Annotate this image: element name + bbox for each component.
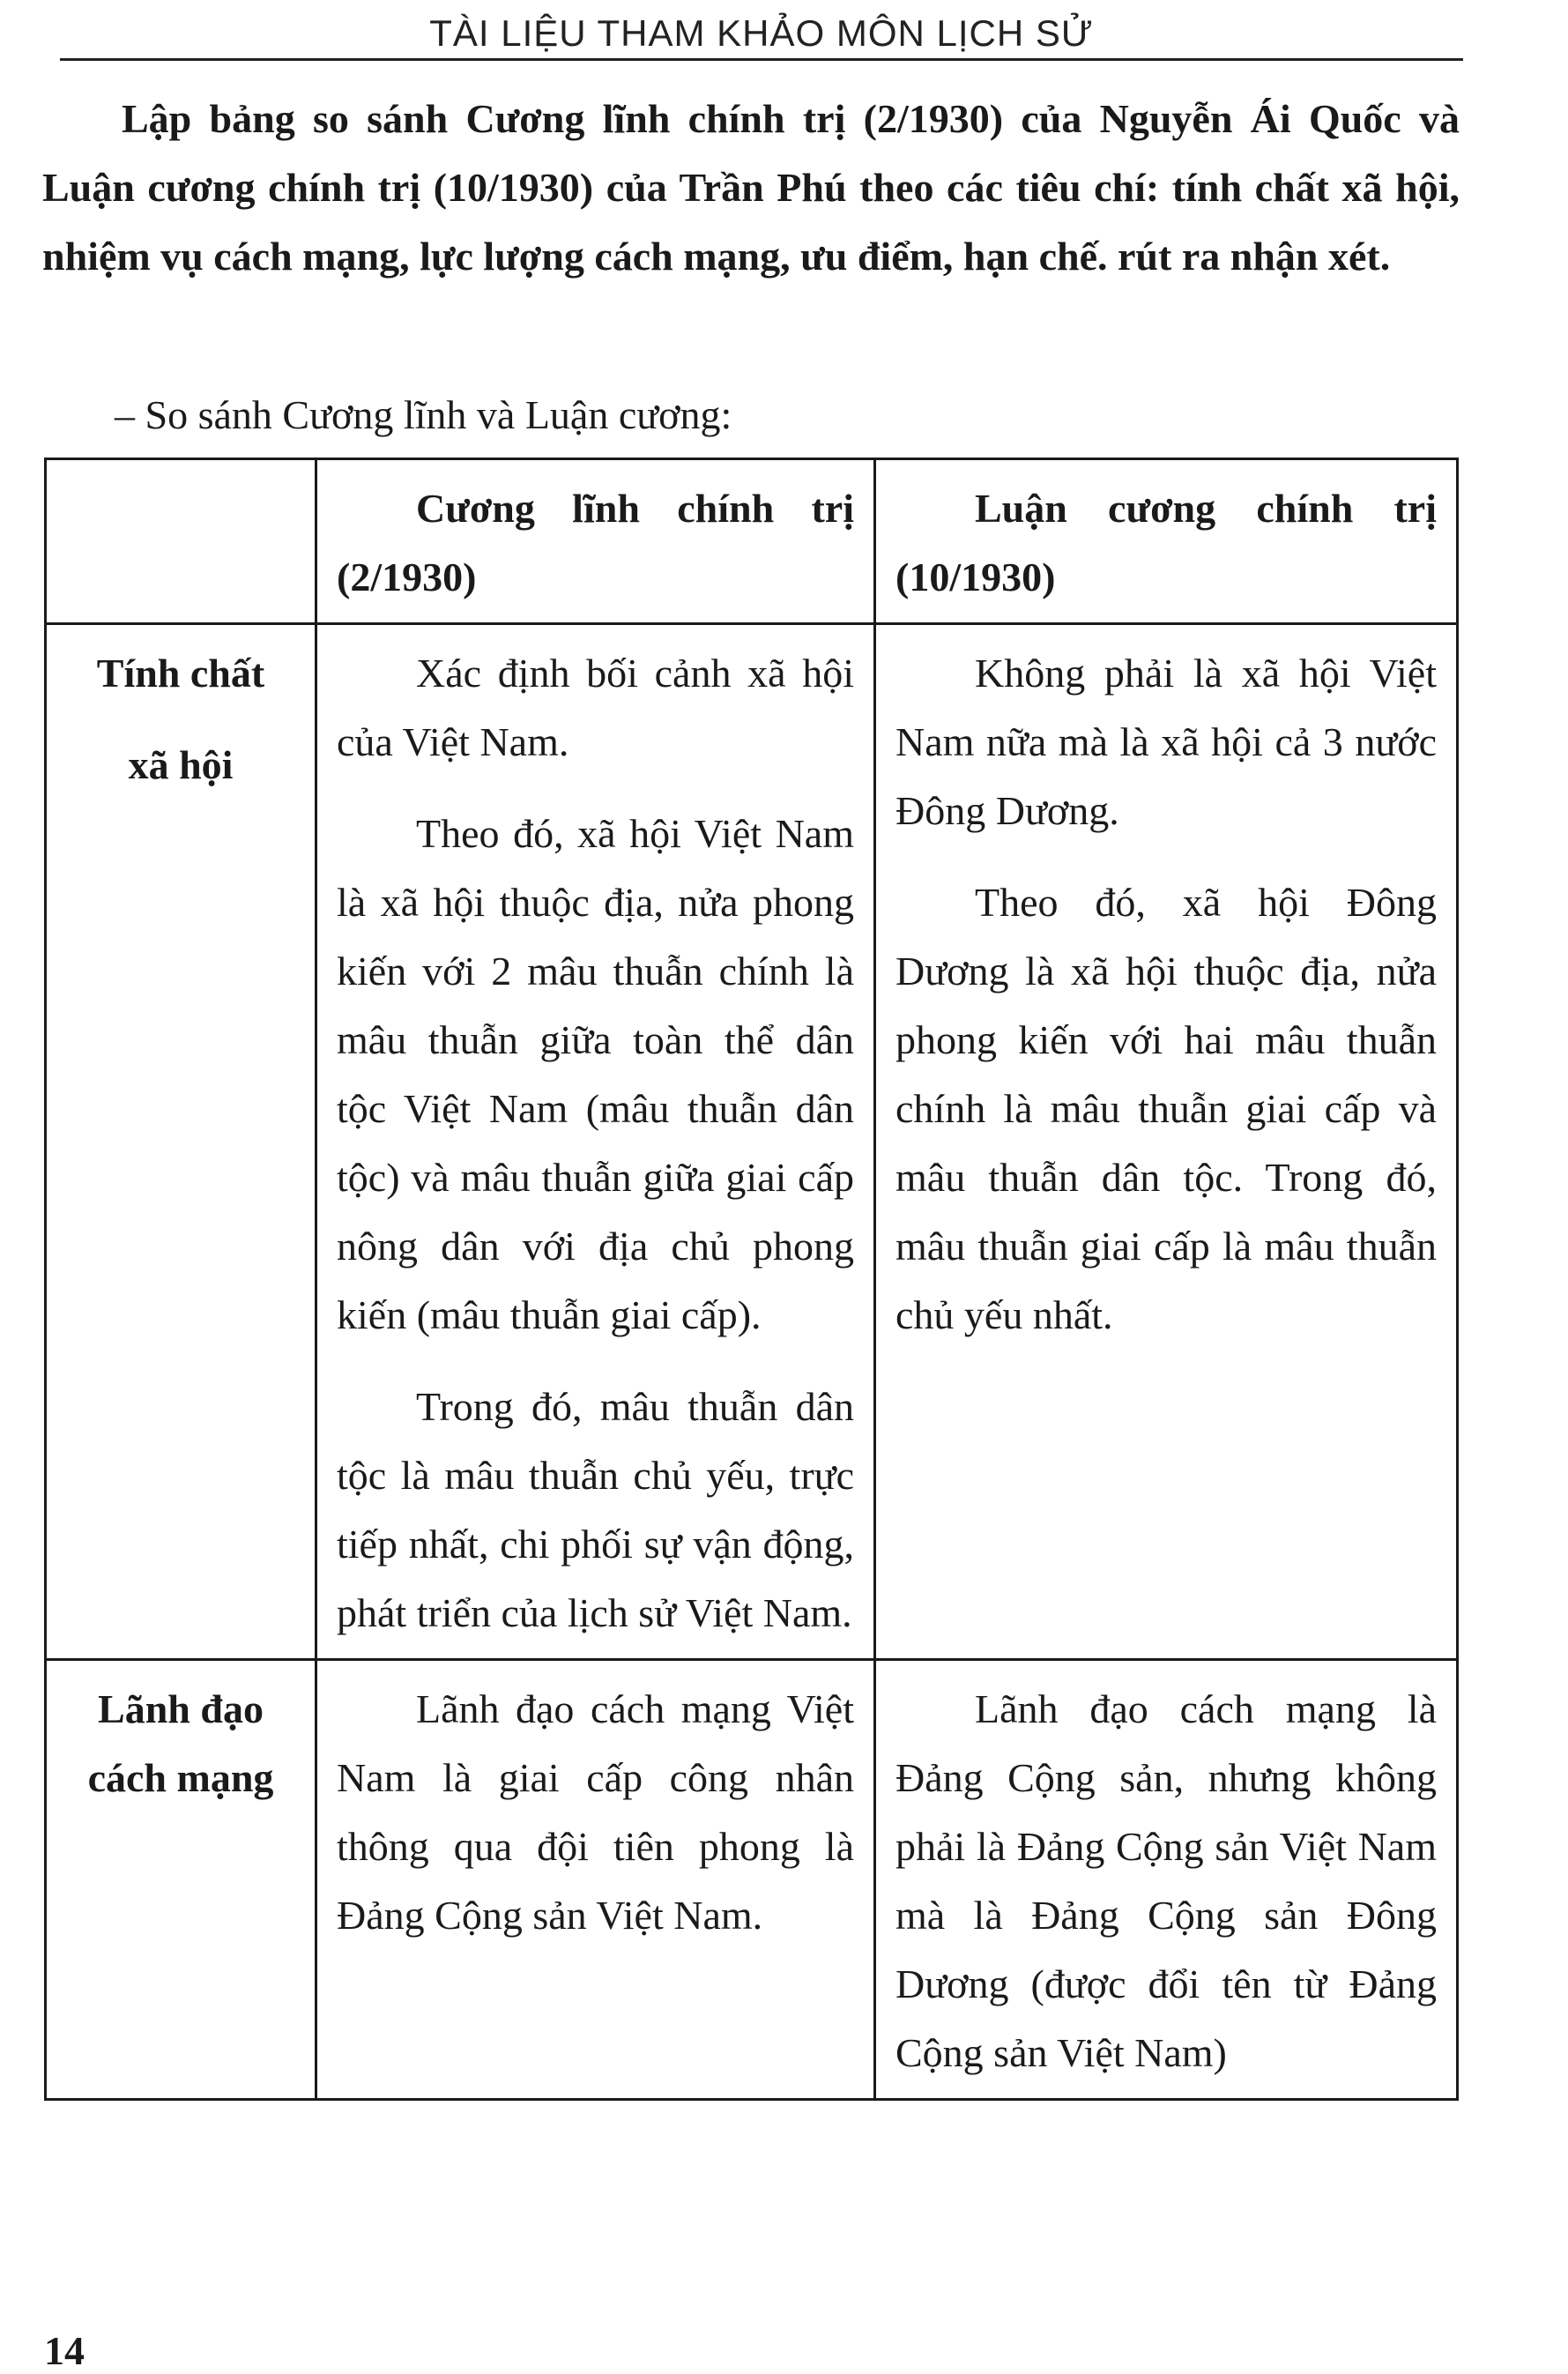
table-row (46, 1660, 1458, 2100)
cell-cuong-linh: Lãnh đạo cách mạng Việt Nam là giai cấp công nhân thông qua đội tiên phong là Đảng Cộng sản Việt Nam. (316, 1660, 875, 2100)
table-header-row (46, 459, 1458, 624)
table-row (46, 624, 1458, 1660)
page-number: 14 (44, 2328, 85, 2373)
row-label-lanh-dao: Lãnh đạo cách mạng (46, 1660, 316, 2100)
header-cell-empty (46, 459, 316, 624)
running-header: TÀI LIỆU THAM KHẢO MÔN LỊCH SỬ (429, 12, 1094, 54)
cell-cuong-linh: Xác định bối cảnh xã hội của Việt Nam. Theo đó, xã hội Việt Nam là xã hội thuộc địa, nửa phong kiến với 2 mâu thuẫn chính là mâu thuẫn giữa toàn thể dân tộc Việt Nam (mâu thuẫn dân tộc) và mâu thuẫn giữa giai cấp nông dân với địa chủ phong kiến (mâu thuẫn giai cấp). Trong đó, mâu thuẫn dân tộc là mâu thuẫn chủ yếu, trực tiếp nhất, chi phối sự vận động, phát triển của lịch sử Việt Nam. (316, 624, 875, 1660)
question-text: Lập bảng so sánh Cương lĩnh chính trị (2/1930) của Nguyễn Ái Quốc và Luận cương chính trị (10/1930) của Trần Phú theo các tiêu chí: tính chất xã hội, nhiệm vụ cách mạng, lực lượng cách mạng, ưu điểm, hạn chế. rút ra nhận xét. (42, 96, 1460, 279)
header-cell-luan-cuong: Luận cương chính trị (10/1930) (875, 459, 1458, 624)
cell-luan-cuong: Không phải là xã hội Việt Nam nữa mà là xã hội cả 3 nước Đông Dương. Theo đó, xã hội Đông Dương là xã hội thuộc địa, nửa phong kiến với hai mâu thuẫn chính là mâu thuẫn giai cấp và mâu thuẫn dân tộc. Trong đó, mâu thuẫn giai cấp là mâu thuẫn chủ yếu nhất. (875, 624, 1458, 1660)
intro-text: – So sánh Cương lĩnh và Luận cương: (115, 392, 732, 437)
header-rule (60, 58, 1463, 61)
cell-luan-cuong: Lãnh đạo cách mạng là Đảng Cộng sản, nhưng không phải là Đảng Cộng sản Việt Nam mà là Đảng Cộng sản Đông Dương (được đổi tên từ Đảng Cộng sản Việt Nam) (875, 1660, 1458, 2100)
header-cell-cuong-linh: Cương lĩnh chính trị (2/1930) (316, 459, 875, 624)
row-label-tinh-chat: Tính chất xã hội (46, 624, 316, 1660)
comparison-table (44, 458, 1459, 2101)
